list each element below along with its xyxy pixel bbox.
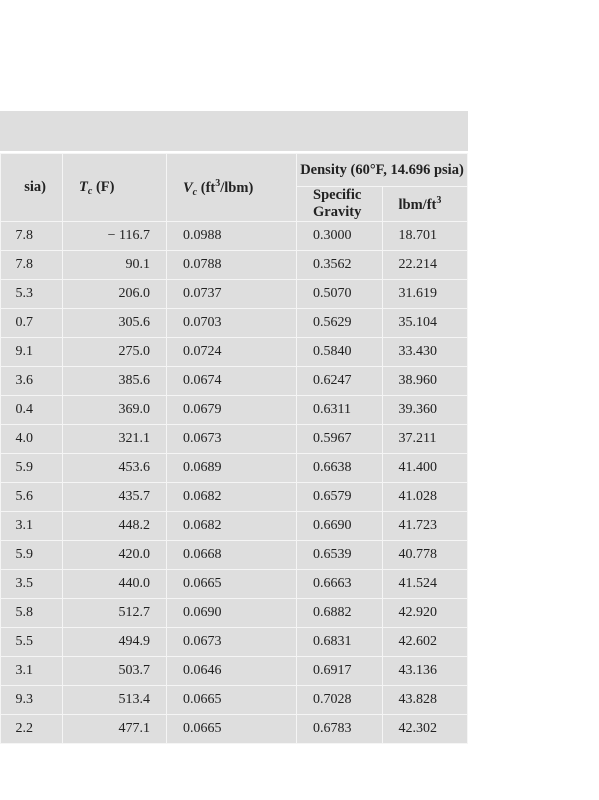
header-specific-gravity: Specific Gravity xyxy=(297,187,383,222)
cell-specific-gravity: 0.6247 xyxy=(297,367,383,396)
cell-critical-pressure: 2.2 xyxy=(1,715,63,744)
cell-critical-pressure: 0.4 xyxy=(1,396,63,425)
cell-specific-gravity: 0.5629 xyxy=(297,309,383,338)
cell-critical-temperature: 477.1 xyxy=(63,715,167,744)
cell-specific-gravity: 0.6539 xyxy=(297,541,383,570)
cell-density-lbm: 35.104 xyxy=(382,309,468,338)
cell-critical-volume: 0.0737 xyxy=(167,280,297,309)
cell-critical-pressure: 4.0 xyxy=(1,425,63,454)
table-row xyxy=(1,367,468,396)
cell-critical-volume: 0.0682 xyxy=(167,483,297,512)
cell-critical-pressure: 3.5 xyxy=(1,570,63,599)
cell-critical-pressure: 5.6 xyxy=(1,483,63,512)
cell-critical-temperature: 512.7 xyxy=(63,599,167,628)
table-row xyxy=(1,251,468,280)
cell-critical-volume: 0.0665 xyxy=(167,570,297,599)
table-row xyxy=(1,454,468,483)
cell-critical-temperature: 503.7 xyxy=(63,657,167,686)
cell-critical-volume: 0.0703 xyxy=(167,309,297,338)
table-row xyxy=(1,425,468,454)
cell-critical-volume: 0.0646 xyxy=(167,657,297,686)
cell-density-lbm: 18.701 xyxy=(382,222,468,251)
cell-density-lbm: 38.960 xyxy=(382,367,468,396)
cell-density-lbm: 33.430 xyxy=(382,338,468,367)
cell-critical-temperature: 275.0 xyxy=(63,338,167,367)
cell-critical-volume: 0.0668 xyxy=(167,541,297,570)
cell-critical-temperature: 305.6 xyxy=(63,309,167,338)
header-critical-temperature xyxy=(63,154,167,222)
cell-critical-volume: 0.0690 xyxy=(167,599,297,628)
table-title-band xyxy=(0,111,468,153)
table-row xyxy=(1,338,468,367)
cell-critical-temperature: 321.1 xyxy=(63,425,167,454)
vc-unit-sup: 3 xyxy=(215,177,221,189)
table-row xyxy=(1,570,468,599)
cell-critical-pressure: 5.3 xyxy=(1,280,63,309)
cell-critical-pressure: 5.8 xyxy=(1,599,63,628)
table-row xyxy=(1,541,468,570)
table-row xyxy=(1,309,468,338)
cell-critical-temperature: 385.6 xyxy=(63,367,167,396)
table-row xyxy=(1,512,468,541)
cell-density-lbm: 39.360 xyxy=(382,396,468,425)
cell-density-lbm: 37.211 xyxy=(382,425,468,454)
cell-density-lbm: 41.400 xyxy=(382,454,468,483)
cell-critical-pressure: 5.9 xyxy=(1,454,63,483)
cell-density-lbm: 43.828 xyxy=(382,686,468,715)
cell-critical-temperature: 90.1 xyxy=(63,251,167,280)
cell-critical-pressure: 5.9 xyxy=(1,541,63,570)
cell-specific-gravity: 0.6690 xyxy=(297,512,383,541)
header-density: Density (60°F, 14.696 psia) xyxy=(297,154,468,187)
cell-critical-pressure: 3.6 xyxy=(1,367,63,396)
cell-critical-volume: 0.0665 xyxy=(167,686,297,715)
vc-unit-a: (ft xyxy=(197,179,216,196)
cell-density-lbm: 42.302 xyxy=(382,715,468,744)
cell-density-lbm: 42.920 xyxy=(382,599,468,628)
vc-unit-b: /lbm) xyxy=(220,179,254,196)
cell-critical-pressure: 3.1 xyxy=(1,512,63,541)
table-row xyxy=(1,599,468,628)
cell-critical-volume: 0.0788 xyxy=(167,251,297,280)
cell-specific-gravity: 0.6638 xyxy=(297,454,383,483)
cell-density-lbm: 41.524 xyxy=(382,570,468,599)
cell-specific-gravity: 0.6579 xyxy=(297,483,383,512)
cell-critical-volume: 0.0665 xyxy=(167,715,297,744)
cell-specific-gravity: 0.3562 xyxy=(297,251,383,280)
header-critical-volume xyxy=(167,154,297,222)
vc-sub: c xyxy=(192,186,198,198)
table-row xyxy=(1,396,468,425)
cell-critical-temperature: 513.4 xyxy=(63,686,167,715)
table-row xyxy=(1,628,468,657)
header-lbm-per-ft3 xyxy=(382,187,468,222)
cell-critical-temperature: 369.0 xyxy=(63,396,167,425)
cell-critical-pressure: 9.1 xyxy=(1,338,63,367)
cell-specific-gravity: 0.5840 xyxy=(297,338,383,367)
cell-specific-gravity: 0.3000 xyxy=(297,222,383,251)
cell-critical-temperature: 435.7 xyxy=(63,483,167,512)
table-row xyxy=(1,222,468,251)
cell-critical-pressure: 9.3 xyxy=(1,686,63,715)
cell-critical-temperature: 420.0 xyxy=(63,541,167,570)
cell-critical-temperature: 440.0 xyxy=(63,570,167,599)
cell-specific-gravity: 0.6311 xyxy=(297,396,383,425)
cell-critical-temperature: 494.9 xyxy=(63,628,167,657)
cell-critical-pressure: 0.7 xyxy=(1,309,63,338)
cell-critical-volume: 0.0689 xyxy=(167,454,297,483)
cell-specific-gravity: 0.5070 xyxy=(297,280,383,309)
tc-unit: (F) xyxy=(92,178,115,195)
cell-critical-volume: 0.0724 xyxy=(167,338,297,367)
cell-density-lbm: 40.778 xyxy=(382,541,468,570)
cell-density-lbm: 31.619 xyxy=(382,280,468,309)
cell-specific-gravity: 0.6783 xyxy=(297,715,383,744)
tc-symbol: T xyxy=(79,178,88,195)
cell-specific-gravity: 0.6831 xyxy=(297,628,383,657)
cell-critical-volume: 0.0673 xyxy=(167,628,297,657)
cell-critical-pressure: 7.8 xyxy=(1,251,63,280)
table-body xyxy=(1,222,468,744)
cell-critical-temperature: − 116.7 xyxy=(63,222,167,251)
tc-sub: c xyxy=(87,185,93,197)
cell-critical-pressure: 7.8 xyxy=(1,222,63,251)
cell-critical-temperature: 206.0 xyxy=(63,280,167,309)
cell-specific-gravity: 0.5967 xyxy=(297,425,383,454)
header-critical-pressure-text: sia) xyxy=(24,179,46,195)
cell-density-lbm: 42.602 xyxy=(382,628,468,657)
cell-density-lbm: 22.214 xyxy=(382,251,468,280)
table-row xyxy=(1,280,468,309)
cell-density-lbm: 41.723 xyxy=(382,512,468,541)
cell-critical-volume: 0.0673 xyxy=(167,425,297,454)
data-table xyxy=(0,153,468,744)
property-table xyxy=(0,111,468,744)
cell-specific-gravity: 0.7028 xyxy=(297,686,383,715)
lbm-unit: lbm/ft xyxy=(398,196,437,213)
cell-density-lbm: 43.136 xyxy=(382,657,468,686)
vc-symbol: V xyxy=(183,179,193,196)
table-row xyxy=(1,483,468,512)
cell-critical-temperature: 448.2 xyxy=(63,512,167,541)
cell-density-lbm: 41.028 xyxy=(382,483,468,512)
cell-critical-volume: 0.0674 xyxy=(167,367,297,396)
table-row xyxy=(1,657,468,686)
table-row xyxy=(1,715,468,744)
cell-critical-pressure: 3.1 xyxy=(1,657,63,686)
cell-critical-temperature: 453.6 xyxy=(63,454,167,483)
cell-critical-volume: 0.0679 xyxy=(167,396,297,425)
header-row-1 xyxy=(1,154,468,187)
cell-critical-volume: 0.0682 xyxy=(167,512,297,541)
cell-specific-gravity: 0.6917 xyxy=(297,657,383,686)
cell-specific-gravity: 0.6663 xyxy=(297,570,383,599)
table-row xyxy=(1,686,468,715)
lbm-sup: 3 xyxy=(436,194,442,206)
header-critical-pressure xyxy=(1,154,63,222)
cell-critical-volume: 0.0988 xyxy=(167,222,297,251)
cell-specific-gravity: 0.6882 xyxy=(297,599,383,628)
cell-critical-pressure: 5.5 xyxy=(1,628,63,657)
